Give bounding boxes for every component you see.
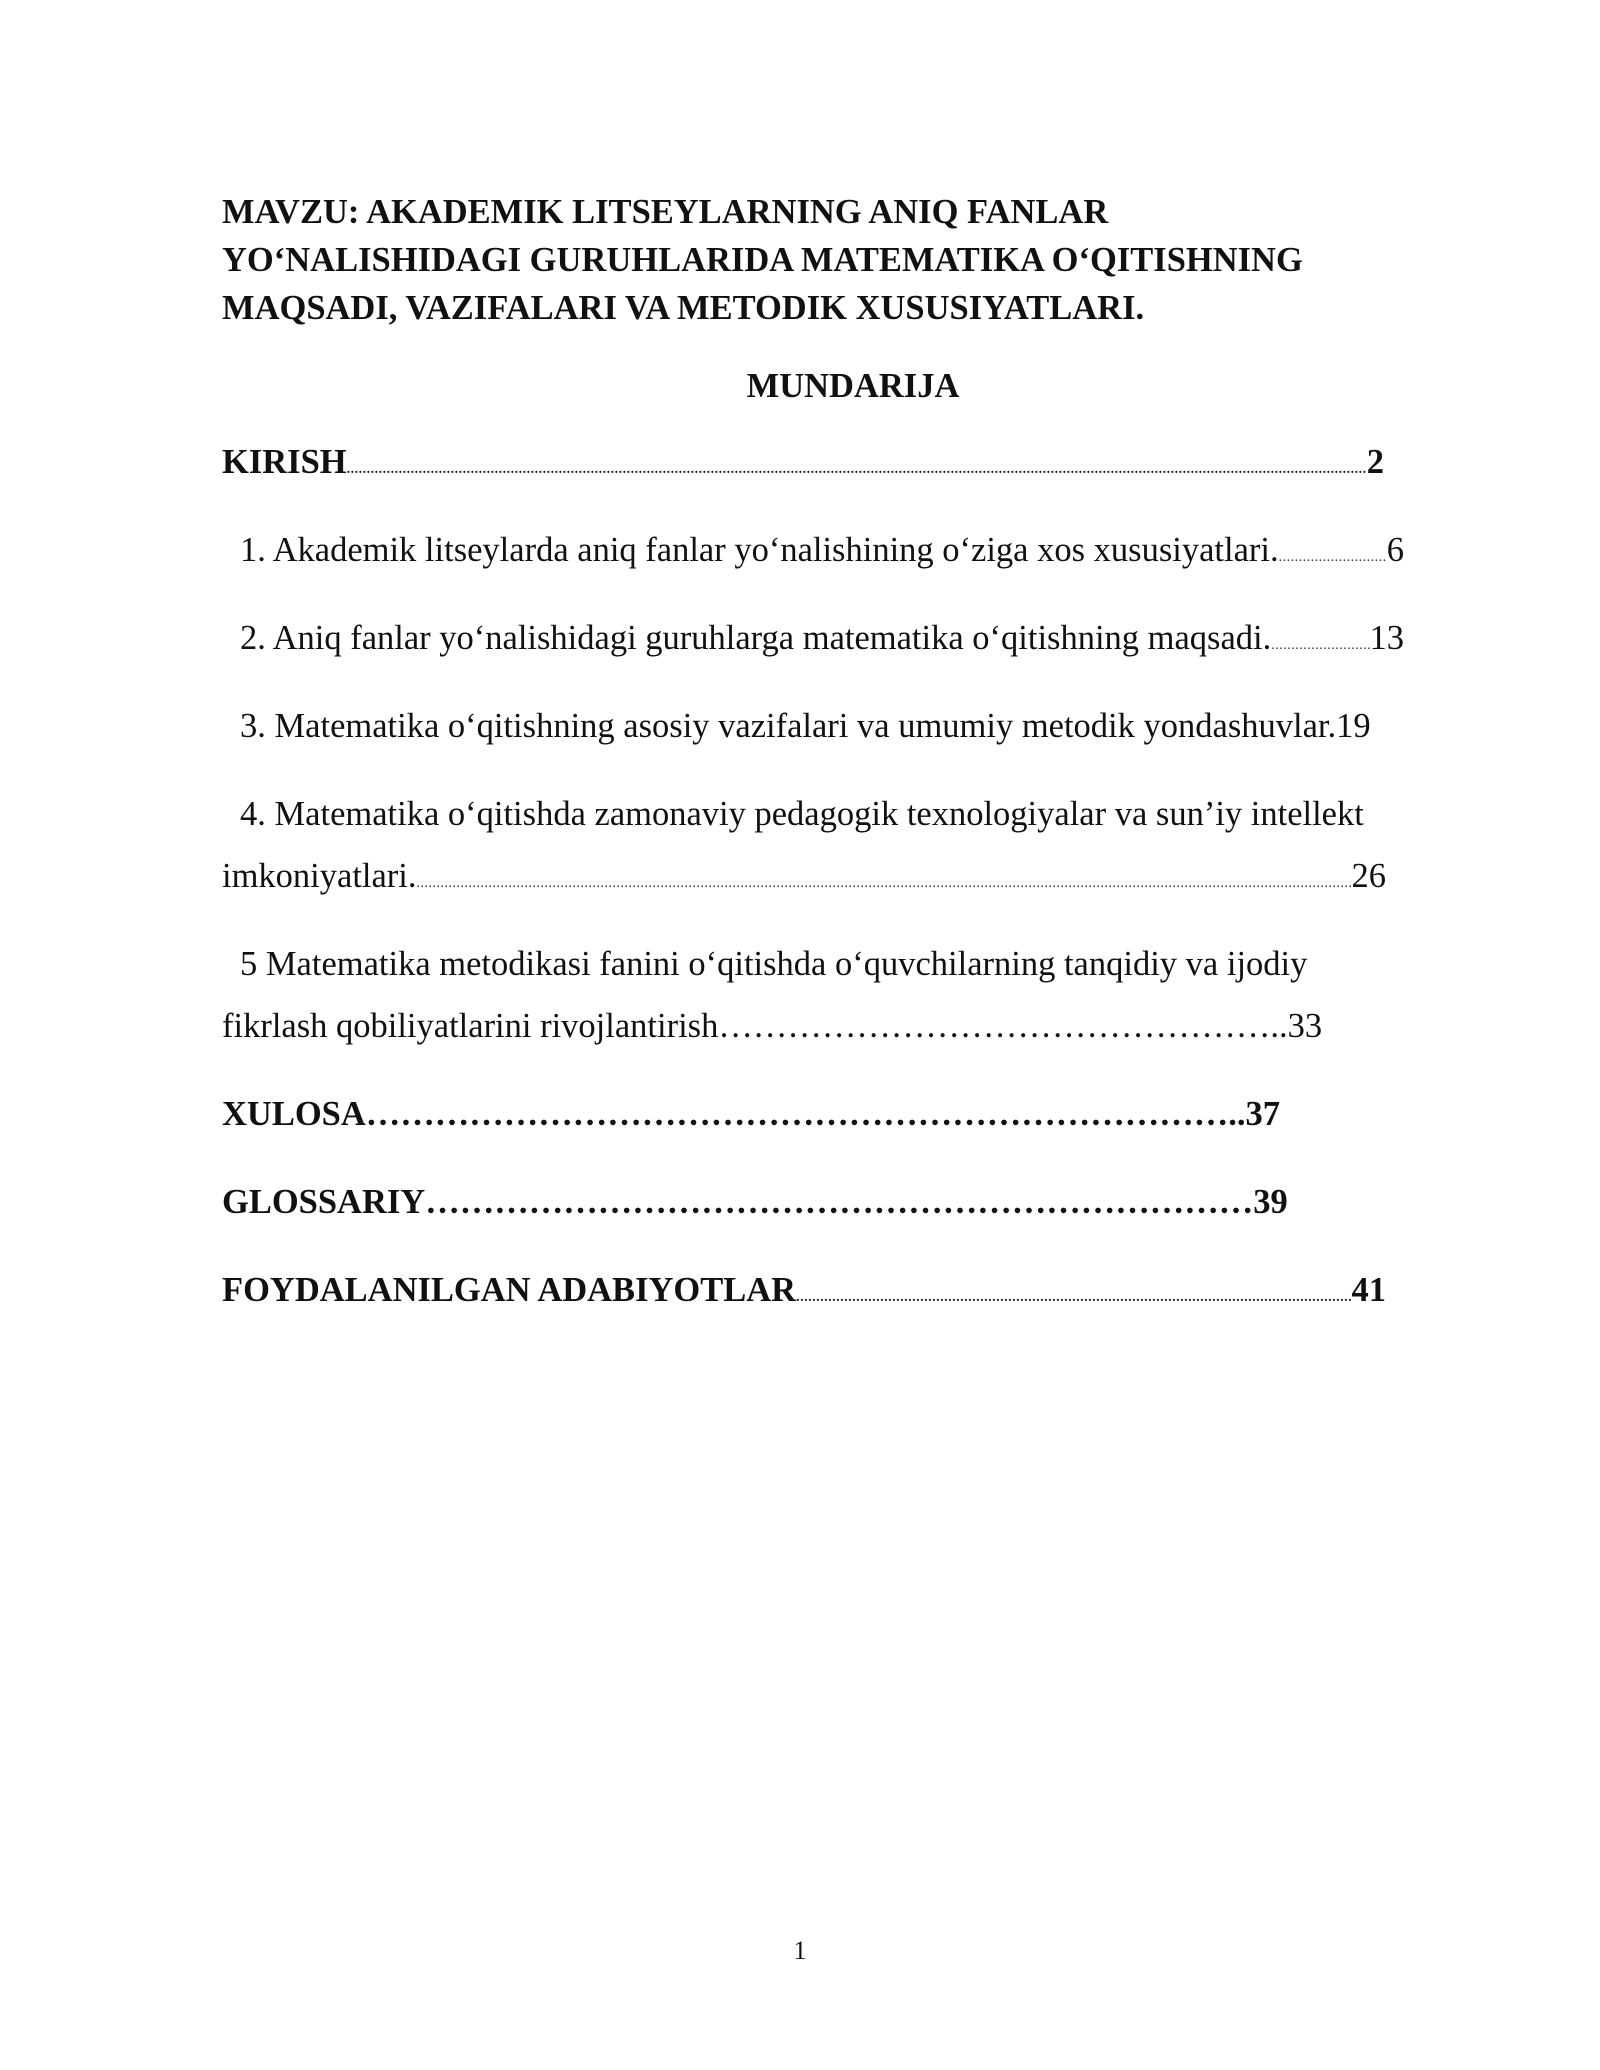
dot-leader — [1271, 639, 1369, 653]
page-number: 1 — [793, 1936, 807, 1965]
title-line-3: MAQSADI, VAZIFALARI VA METODIK XUSUSIYATLARI. — [222, 289, 1145, 327]
dot-leader — [417, 877, 1352, 891]
toc-entry-label: 5 Matematika metodikasi fanini o‘qitishda o‘quvchilarning tanqidiy va ijodiy — [240, 945, 1308, 983]
toc-page-number: 26 — [1351, 857, 1386, 895]
toc-page-number: 13 — [1369, 619, 1404, 657]
dot-leader — [1279, 551, 1387, 565]
toc-entry-glossariy — [222, 1178, 1288, 1226]
dot-leader — [347, 463, 1367, 477]
toc-heading: MUNDARIJA — [746, 367, 960, 405]
toc-entry-5-line-1 — [222, 940, 1307, 988]
toc-entry-3 — [222, 702, 1371, 750]
toc-entry-xulosa — [222, 1090, 1280, 1138]
toc-entry-kirish — [222, 438, 1384, 486]
toc-page-number: 6 — [1386, 531, 1404, 569]
toc-entry-label: XULOSA — [222, 1095, 366, 1133]
toc-page-number: 37 — [1245, 1095, 1281, 1133]
toc-entry-1 — [222, 526, 1404, 574]
toc-entry-2 — [222, 614, 1404, 662]
title-line-1: MAVZU: AKADEMIK LITSEYLARNING ANIQ FANLAR — [222, 193, 1109, 231]
toc-entry-5-line-2 — [222, 1002, 1322, 1050]
document-title — [222, 188, 1472, 332]
toc-entry-label: FOYDALANILGAN ADABIYOTLAR — [222, 1271, 797, 1309]
toc-entry-adabiyotlar — [222, 1266, 1386, 1314]
toc-page-number: 41 — [1351, 1271, 1386, 1309]
toc-page-number: 33 — [1287, 1007, 1323, 1045]
dot-leader: ………………………………………………………………….. — [365, 1095, 1246, 1133]
toc-entry-label: GLOSSARIY — [222, 1183, 426, 1221]
toc-entry-4-line-1 — [222, 790, 1364, 838]
dot-leader: ……………………………………………………………… — [425, 1183, 1254, 1221]
toc-page-number: 39 — [1253, 1183, 1288, 1221]
dot-leader — [796, 1291, 1351, 1305]
toc-entry-label: 2. Aniq fanlar yo‘nalishidagi guruhlarga matematika o‘qitishning maqsadi. — [240, 619, 1272, 657]
toc-entry-4-line-2 — [222, 852, 1386, 900]
toc-entry-label: 4. Matematika o‘qitishda zamonaviy pedagogik texnologiyalar va sun’iy intellekt — [240, 795, 1364, 833]
toc-entry-label-continued: imkoniyatlari. — [222, 857, 417, 895]
toc-entry-label: 3. Matematika o‘qitishning asosiy vazifalari va umumiy metodik yondashuvlar.19 — [240, 707, 1371, 745]
toc-entry-label: KIRISH — [222, 443, 347, 481]
toc-entry-label: 1. Akademik litseylarda aniq fanlar yo‘nalishining o‘ziga xos xususiyatlari. — [240, 531, 1279, 569]
toc-entry-label-continued: fikrlash qobiliyatlarini rivojlantirish………………………………………….. — [222, 1007, 1288, 1045]
title-line-2: YO‘NALISHIDAGI GURUHLARIDA MATEMATIKA O‘QITISHNING — [222, 241, 1303, 279]
toc-page-number: 2 — [1366, 443, 1384, 481]
